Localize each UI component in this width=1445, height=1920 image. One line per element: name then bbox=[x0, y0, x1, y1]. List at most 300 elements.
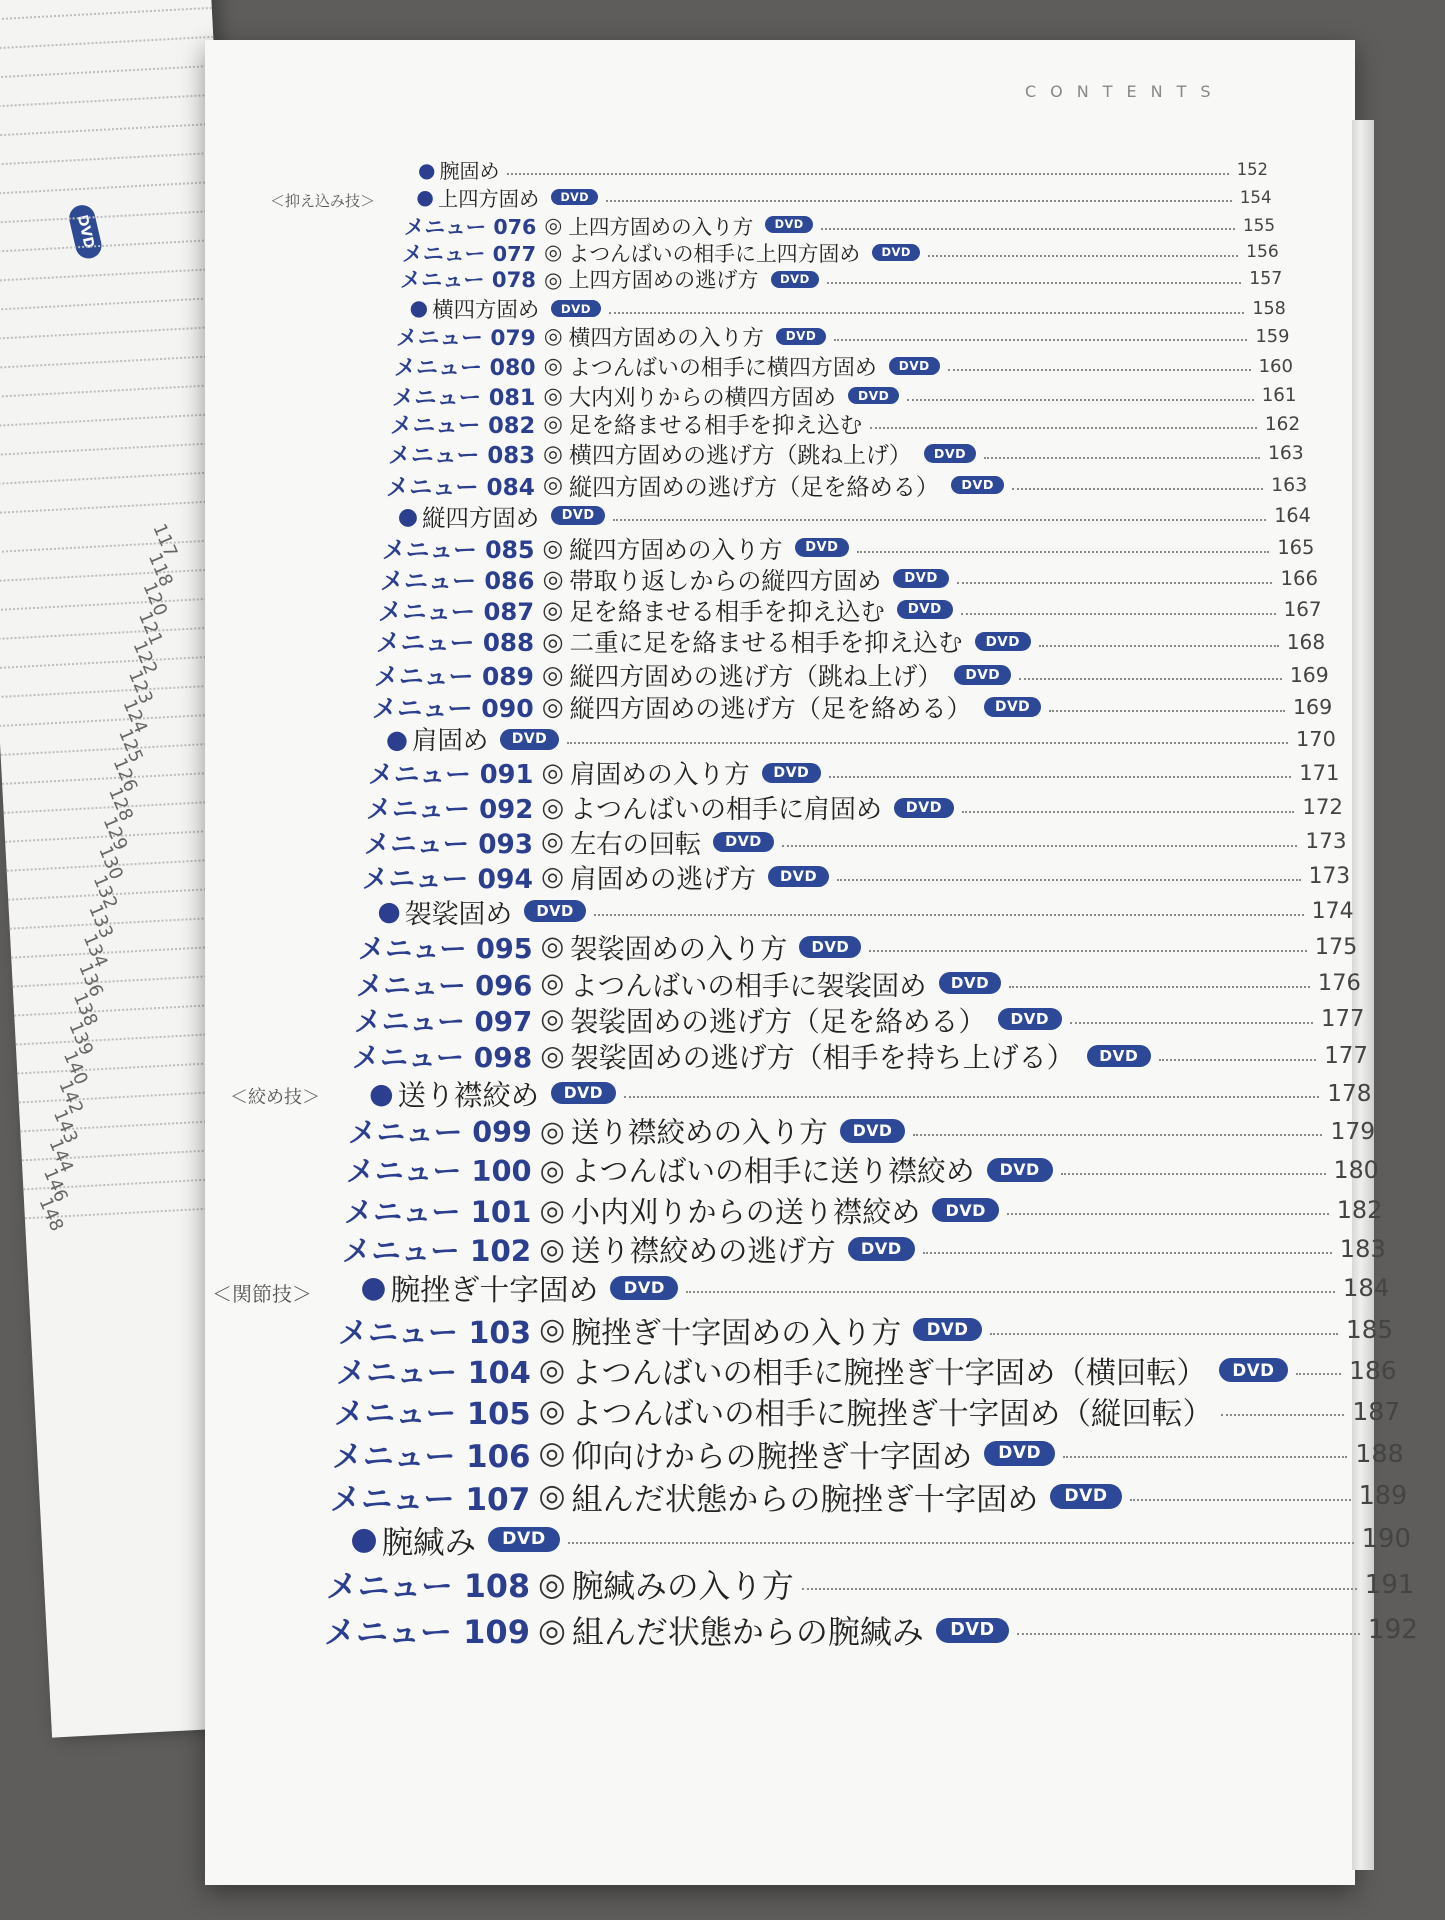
dotted-leader bbox=[984, 457, 1260, 459]
menu-id: 091 bbox=[470, 760, 534, 791]
dvd-badge: DVD bbox=[897, 600, 953, 619]
menu-prefix: メニュー bbox=[388, 443, 480, 470]
menu-prefix: メニュー bbox=[392, 384, 482, 411]
dotted-leader bbox=[829, 776, 1291, 778]
bullet-icon: ● bbox=[418, 157, 436, 182]
dvd-badge: DVD bbox=[500, 729, 558, 749]
left-page-number: 140 bbox=[58, 1048, 92, 1088]
menu-number bbox=[334, 1389, 531, 1433]
left-page-number: 120 bbox=[138, 579, 172, 620]
menu-number bbox=[388, 437, 535, 470]
page-number: 166 bbox=[1280, 567, 1318, 591]
menu-prefix: メニュー bbox=[394, 355, 483, 381]
dvd-badge: DVD bbox=[524, 900, 586, 921]
menu-prefix: メニュー bbox=[338, 1315, 458, 1351]
dvd-badge: DVD bbox=[872, 244, 920, 261]
entry-title: 袈裟固めの逃げ方（足を絡める） bbox=[570, 1004, 987, 1038]
toc-menu-row bbox=[394, 351, 1293, 382]
double-circle-icon: ◎ bbox=[538, 1393, 566, 1429]
entry-title: 袈裟固めの入り方 bbox=[570, 934, 788, 966]
double-circle-icon: ◎ bbox=[539, 1193, 565, 1228]
menu-number bbox=[402, 237, 536, 267]
menu-id: 102 bbox=[459, 1233, 532, 1268]
entry-title: 縦四方固めの入り方 bbox=[569, 535, 783, 564]
toc-menu-row bbox=[344, 1189, 1382, 1231]
menu-prefix: メニュー bbox=[342, 1233, 460, 1268]
left-page-number: 143 bbox=[48, 1106, 82, 1147]
toc-section-row bbox=[418, 155, 1268, 184]
entry-title: 上四方固めの逃げ方 bbox=[568, 267, 759, 293]
menu-id: 081 bbox=[481, 384, 536, 411]
left-page-number: 118 bbox=[143, 549, 177, 590]
menu-prefix: メニュー bbox=[344, 1195, 461, 1230]
double-circle-icon: ◎ bbox=[541, 660, 564, 690]
toc-menu-row bbox=[378, 592, 1322, 627]
left-page-number: 125 bbox=[113, 725, 147, 766]
left-page-number: 126 bbox=[108, 755, 142, 795]
double-circle-icon: ◎ bbox=[543, 411, 563, 438]
dvd-badge: DVD bbox=[799, 936, 861, 958]
toc-menu-row bbox=[368, 754, 1339, 791]
menu-id: 078 bbox=[484, 267, 536, 293]
bullet-icon: ● bbox=[360, 1270, 387, 1306]
menu-number bbox=[378, 592, 534, 627]
dvd-badge: DVD bbox=[975, 632, 1031, 652]
menu-id: 096 bbox=[465, 971, 533, 1003]
dvd-badge: DVD bbox=[551, 506, 605, 525]
toc-menu-row bbox=[330, 1474, 1407, 1519]
entry-title: 袈裟固め bbox=[404, 898, 513, 930]
double-circle-icon: ◎ bbox=[540, 860, 565, 892]
toc-menu-row bbox=[402, 237, 1279, 267]
double-circle-icon: ◎ bbox=[543, 353, 563, 379]
toc-section-row bbox=[398, 499, 1311, 533]
double-circle-icon: ◎ bbox=[542, 564, 564, 593]
menu-number bbox=[344, 1189, 531, 1231]
page-number: 173 bbox=[1305, 829, 1347, 855]
double-circle-icon: ◎ bbox=[540, 1002, 565, 1036]
dotted-leader bbox=[821, 228, 1235, 230]
menu-id: 079 bbox=[482, 325, 536, 351]
dvd-badge: DVD bbox=[936, 1618, 1009, 1643]
menu-prefix: メニュー bbox=[374, 661, 474, 691]
entry-title: よつんばいの相手に送り襟絞め bbox=[570, 1154, 975, 1189]
double-circle-icon: ◎ bbox=[540, 931, 565, 963]
entry-title: 仰向けからの腕挫ぎ十字固め bbox=[571, 1438, 973, 1475]
toc-menu-row bbox=[372, 689, 1332, 725]
dotted-leader bbox=[948, 369, 1251, 371]
double-circle-icon: ◎ bbox=[542, 627, 564, 657]
dotted-leader bbox=[907, 399, 1253, 401]
page-number: 172 bbox=[1302, 795, 1343, 821]
dotted-leader bbox=[1049, 710, 1285, 712]
menu-prefix: メニュー bbox=[400, 267, 485, 293]
dvd-badge: DVD bbox=[795, 538, 850, 557]
menu-id: 086 bbox=[476, 567, 535, 596]
toc-menu-row bbox=[356, 963, 1361, 1003]
page-number: 191 bbox=[1364, 1569, 1415, 1600]
double-circle-icon: ◎ bbox=[539, 1152, 565, 1187]
menu-number bbox=[336, 1348, 531, 1392]
menu-number bbox=[358, 927, 533, 966]
entry-title: よつんばいの相手に腕挫ぎ十字固め（縦回転） bbox=[571, 1397, 1214, 1433]
dvd-badge: DVD bbox=[998, 1008, 1062, 1030]
page-number: 178 bbox=[1327, 1079, 1372, 1107]
dotted-leader bbox=[857, 551, 1269, 553]
menu-id: 077 bbox=[485, 242, 537, 267]
toc-menu-row bbox=[332, 1431, 1404, 1476]
menu-number bbox=[326, 1562, 530, 1607]
menu-number bbox=[346, 1149, 532, 1190]
page-number: 176 bbox=[1317, 970, 1361, 997]
dvd-badge: DVD bbox=[984, 1441, 1055, 1466]
menu-prefix: メニュー bbox=[366, 795, 471, 826]
menu-number bbox=[366, 789, 533, 826]
page-header: CONTENTS bbox=[1025, 82, 1225, 101]
dotted-leader bbox=[1296, 1373, 1341, 1375]
toc-menu-row bbox=[382, 531, 1314, 565]
double-circle-icon: ◎ bbox=[540, 967, 565, 999]
dotted-leader bbox=[961, 613, 1276, 615]
page-number: 161 bbox=[1261, 385, 1297, 406]
page-number: 162 bbox=[1264, 413, 1301, 435]
left-page-number: 134 bbox=[78, 930, 112, 971]
menu-prefix: メニュー bbox=[378, 597, 476, 627]
dotted-leader bbox=[928, 255, 1238, 257]
entry-title: よつんばいの相手に袈裟固め bbox=[570, 971, 927, 1003]
left-page-number: 129 bbox=[98, 813, 132, 854]
entry-title: 腕挫ぎ十字固めの入り方 bbox=[571, 1315, 902, 1351]
page-number: 185 bbox=[1346, 1315, 1393, 1344]
dvd-badge: DVD bbox=[488, 1527, 560, 1552]
left-page-number: 146 bbox=[39, 1165, 72, 1206]
dotted-leader bbox=[869, 950, 1306, 952]
dotted-leader bbox=[1159, 1059, 1316, 1061]
dvd-badge: DVD bbox=[1219, 1358, 1288, 1382]
toc-section-row bbox=[386, 721, 1336, 757]
menu-number bbox=[394, 351, 536, 382]
entry-title: 組んだ状態からの腕緘み bbox=[571, 1613, 924, 1652]
menu-number bbox=[362, 857, 533, 896]
double-circle-icon: ◎ bbox=[539, 1113, 565, 1148]
entry-title: 肩固め bbox=[412, 725, 489, 756]
entry-title: よつんばいの相手に腕挫ぎ十字固め（横回転） bbox=[571, 1356, 1207, 1392]
menu-number bbox=[372, 689, 534, 725]
left-page-number: 122 bbox=[128, 637, 162, 678]
entry-title: 腕緘み bbox=[381, 1524, 476, 1561]
menu-id: 101 bbox=[460, 1195, 532, 1230]
entry-title: 組んだ状態からの腕挫ぎ十字固め bbox=[571, 1481, 1039, 1518]
dvd-badge: DVD bbox=[762, 763, 821, 783]
dotted-leader bbox=[957, 582, 1273, 584]
menu-prefix: メニュー bbox=[326, 1569, 453, 1606]
menu-prefix: メニュー bbox=[356, 971, 466, 1003]
menu-prefix: メニュー bbox=[368, 760, 471, 791]
toc-menu-row bbox=[380, 561, 1318, 596]
menu-prefix: メニュー bbox=[346, 1154, 462, 1189]
menu-id: 093 bbox=[469, 829, 534, 860]
left-page-number: 117 bbox=[148, 520, 182, 561]
category-label: ＜関節技＞ bbox=[212, 1282, 312, 1306]
double-circle-icon: ◎ bbox=[542, 533, 564, 562]
menu-number bbox=[338, 1308, 531, 1352]
entry-title: 縦四方固めの逃げ方（足を絡める） bbox=[569, 693, 972, 723]
dotted-leader bbox=[1012, 488, 1263, 490]
page-number: 163 bbox=[1271, 473, 1308, 496]
menu-number bbox=[374, 657, 534, 693]
menu-prefix: メニュー bbox=[396, 325, 483, 351]
entry-title: 横四方固めの入り方 bbox=[568, 325, 764, 351]
menu-number bbox=[342, 1228, 531, 1270]
menu-id: 106 bbox=[455, 1438, 531, 1475]
double-circle-icon: ◎ bbox=[538, 1566, 566, 1603]
toc-menu-row bbox=[374, 657, 1329, 693]
toc-menu-row bbox=[342, 1228, 1386, 1270]
page-number: 164 bbox=[1274, 504, 1311, 528]
left-page-number: 144 bbox=[43, 1135, 77, 1176]
menu-number bbox=[354, 999, 532, 1039]
entry-title: 上四方固めの入り方 bbox=[568, 214, 754, 239]
toc-menu-row bbox=[404, 210, 1275, 240]
toc-menu-row bbox=[336, 1348, 1397, 1392]
dvd-badge: DVD bbox=[924, 444, 977, 463]
dvd-badge: DVD bbox=[932, 1198, 999, 1222]
page-number: 187 bbox=[1352, 1396, 1401, 1426]
menu-id: 099 bbox=[462, 1115, 532, 1150]
entry-title: 横四方固めの逃げ方（跳ね上げ） bbox=[568, 443, 912, 470]
left-page-number: 132 bbox=[88, 872, 122, 913]
toc-menu-row bbox=[392, 380, 1297, 412]
toc-menu-row bbox=[352, 1036, 1368, 1076]
page-number: 171 bbox=[1299, 760, 1340, 786]
dotted-leader bbox=[782, 845, 1298, 847]
menu-number bbox=[330, 1474, 530, 1519]
menu-number bbox=[380, 561, 534, 596]
toc-section-row bbox=[361, 1267, 1390, 1309]
page-number: 192 bbox=[1367, 1615, 1418, 1646]
menu-prefix: メニュー bbox=[380, 567, 476, 596]
toc-section-row bbox=[416, 183, 1271, 212]
dotted-leader bbox=[1009, 986, 1309, 988]
toc-menu-row bbox=[400, 264, 1282, 294]
menu-prefix: メニュー bbox=[324, 1613, 453, 1652]
toc-menu-row bbox=[396, 321, 1289, 352]
dvd-badge: DVD bbox=[765, 216, 813, 232]
menu-prefix: メニュー bbox=[348, 1115, 463, 1150]
double-circle-icon: ◎ bbox=[538, 1435, 566, 1472]
page-number: 163 bbox=[1267, 443, 1304, 465]
dvd-badge: DVD bbox=[893, 569, 948, 588]
dotted-leader bbox=[834, 339, 1247, 341]
entry-title: よつんばいの相手に肩固め bbox=[570, 795, 883, 826]
dvd-badge: DVD bbox=[771, 271, 820, 288]
page-number: 177 bbox=[1324, 1042, 1368, 1069]
menu-id: 097 bbox=[464, 1004, 533, 1038]
dvd-badge: DVD bbox=[951, 476, 1004, 495]
double-circle-icon: ◎ bbox=[541, 692, 564, 722]
dvd-badge: DVD bbox=[551, 300, 600, 317]
entry-title: 肩固めの逃げ方 bbox=[570, 863, 757, 895]
dotted-leader bbox=[594, 914, 1304, 916]
page-number: 156 bbox=[1246, 242, 1279, 263]
dvd-badge: DVD bbox=[768, 866, 829, 887]
entry-title: 袈裟固めの逃げ方（相手を持ち上げる） bbox=[570, 1040, 1075, 1074]
page-number: 190 bbox=[1361, 1524, 1411, 1555]
entry-title: 腕緘みの入り方 bbox=[571, 1569, 794, 1606]
page-number: 175 bbox=[1314, 933, 1358, 960]
dvd-badge: DVD bbox=[610, 1276, 678, 1300]
toc-menu-row bbox=[366, 789, 1343, 826]
double-circle-icon: ◎ bbox=[543, 266, 563, 292]
double-circle-icon: ◎ bbox=[537, 1611, 566, 1650]
double-circle-icon: ◎ bbox=[538, 1352, 566, 1388]
double-circle-icon: ◎ bbox=[544, 240, 563, 265]
menu-number bbox=[324, 1607, 530, 1653]
double-circle-icon: ◎ bbox=[538, 1478, 566, 1515]
category-label: ＜抑え込み技＞ bbox=[270, 192, 376, 211]
menu-number bbox=[392, 380, 535, 412]
dotted-leader bbox=[507, 173, 1228, 175]
page-number: 155 bbox=[1242, 214, 1276, 235]
bullet-icon: ● bbox=[377, 895, 401, 927]
double-circle-icon: ◎ bbox=[543, 440, 563, 467]
double-circle-icon: ◎ bbox=[543, 382, 563, 409]
page-number: 189 bbox=[1358, 1481, 1408, 1512]
page-number: 186 bbox=[1349, 1355, 1397, 1385]
page-number: 177 bbox=[1321, 1005, 1365, 1032]
dotted-leader bbox=[624, 1096, 1320, 1098]
toc-section-row bbox=[377, 892, 1353, 931]
toc-menu-row bbox=[388, 437, 1304, 470]
page-number: 159 bbox=[1255, 325, 1290, 347]
double-circle-icon: ◎ bbox=[539, 1312, 566, 1347]
dotted-leader bbox=[1070, 1022, 1313, 1024]
dvd-badge: DVD bbox=[551, 189, 598, 205]
toc-menu-row bbox=[358, 927, 1357, 966]
menu-prefix: メニュー bbox=[376, 628, 475, 658]
menu-number bbox=[390, 408, 535, 440]
toc-menu-row bbox=[362, 857, 1350, 896]
bullet-icon: ● bbox=[350, 1521, 378, 1558]
entry-title: 上四方固め bbox=[437, 186, 540, 211]
entry-title: 足を絡ませる相手を抑え込む bbox=[569, 597, 885, 627]
dvd-badge: DVD bbox=[987, 1158, 1053, 1182]
menu-number bbox=[332, 1431, 531, 1476]
entry-title: 肩固めの入り方 bbox=[569, 760, 750, 791]
category-label: ＜絞め技＞ bbox=[230, 1087, 320, 1109]
menu-prefix: メニュー bbox=[372, 693, 473, 723]
menu-prefix: メニュー bbox=[330, 1481, 455, 1518]
dvd-badge: DVD bbox=[551, 1082, 616, 1105]
dvd-badge: DVD bbox=[984, 697, 1042, 717]
dotted-leader bbox=[1017, 1633, 1360, 1635]
page-number: 180 bbox=[1333, 1155, 1379, 1184]
left-page-number: 128 bbox=[103, 784, 137, 825]
dvd-badge: DVD bbox=[713, 832, 773, 852]
menu-id: 100 bbox=[461, 1154, 532, 1189]
double-circle-icon: ◎ bbox=[542, 595, 564, 625]
left-page-number: 133 bbox=[83, 901, 117, 942]
dotted-leader bbox=[1061, 1173, 1326, 1175]
page-number: 188 bbox=[1355, 1438, 1404, 1468]
menu-number bbox=[368, 754, 533, 791]
toc-menu-row bbox=[338, 1308, 1393, 1352]
toc-menu-row bbox=[324, 1607, 1418, 1653]
page-number: 154 bbox=[1239, 187, 1272, 207]
menu-id: 108 bbox=[452, 1569, 531, 1606]
double-circle-icon: ◎ bbox=[540, 1039, 565, 1073]
entry-title: 腕固め bbox=[439, 159, 500, 183]
menu-number bbox=[348, 1110, 532, 1151]
dotted-leader bbox=[837, 879, 1301, 881]
double-circle-icon: ◎ bbox=[542, 471, 564, 498]
entry-title: 二重に足を絡ませる相手を抑え込む bbox=[569, 628, 963, 658]
bullet-icon: ● bbox=[368, 1076, 394, 1110]
entry-title: 横四方固め bbox=[432, 298, 540, 324]
menu-id: 089 bbox=[473, 661, 534, 691]
menu-number bbox=[376, 624, 534, 659]
toc-menu-row bbox=[364, 823, 1347, 861]
dotted-leader bbox=[1063, 1456, 1347, 1458]
page-number: 183 bbox=[1339, 1234, 1386, 1263]
dotted-leader bbox=[990, 1333, 1338, 1335]
dvd-badge: DVD bbox=[840, 1119, 905, 1143]
page-number: 160 bbox=[1258, 355, 1293, 377]
menu-id: 103 bbox=[458, 1315, 532, 1351]
menu-prefix: メニュー bbox=[402, 242, 486, 267]
menu-id: 105 bbox=[456, 1397, 531, 1433]
menu-id: 094 bbox=[468, 863, 533, 895]
dotted-leader bbox=[913, 1134, 1322, 1136]
entry-title: よつんばいの相手に上四方固め bbox=[568, 242, 861, 267]
entry-title: 小内刈りからの送り襟絞め bbox=[570, 1195, 921, 1230]
dotted-leader bbox=[827, 282, 1241, 284]
menu-id: 087 bbox=[475, 597, 535, 627]
page-number: 165 bbox=[1277, 536, 1315, 560]
dvd-badge: DVD bbox=[939, 972, 1002, 994]
menu-prefix: メニュー bbox=[332, 1438, 456, 1475]
bullet-icon: ● bbox=[397, 501, 419, 530]
page-number: 170 bbox=[1296, 727, 1336, 752]
menu-prefix: メニュー bbox=[390, 413, 481, 440]
menu-prefix: メニュー bbox=[358, 934, 467, 966]
page-number: 152 bbox=[1236, 160, 1268, 179]
dotted-leader bbox=[606, 200, 1232, 202]
toc-section-row bbox=[350, 1517, 1410, 1562]
left-page-number: 136 bbox=[73, 960, 107, 1000]
left-page-number: 142 bbox=[53, 1077, 87, 1118]
entry-title: 帯取り返しからの縦四方固め bbox=[569, 567, 882, 596]
toc-menu-row bbox=[348, 1110, 1375, 1151]
left-page-number: 121 bbox=[133, 608, 167, 649]
menu-id: 107 bbox=[454, 1481, 531, 1518]
menu-number bbox=[382, 531, 535, 565]
menu-prefix: メニュー bbox=[386, 474, 479, 501]
bullet-icon: ● bbox=[409, 296, 429, 322]
toc-section-row bbox=[410, 293, 1286, 324]
dotted-leader bbox=[1130, 1499, 1351, 1501]
entry-title: 縦四方固め bbox=[422, 503, 540, 532]
left-page-number: 148 bbox=[34, 1194, 67, 1235]
entry-title: 送り襟絞めの逃げ方 bbox=[570, 1233, 836, 1268]
page-number: 179 bbox=[1330, 1116, 1376, 1145]
double-circle-icon: ◎ bbox=[541, 826, 564, 857]
dvd-badge: DVD bbox=[1050, 1484, 1121, 1509]
double-circle-icon: ◎ bbox=[543, 323, 563, 349]
bullet-icon: ● bbox=[416, 185, 434, 210]
page-number: 173 bbox=[1308, 863, 1351, 889]
dotted-leader bbox=[1007, 1213, 1329, 1215]
